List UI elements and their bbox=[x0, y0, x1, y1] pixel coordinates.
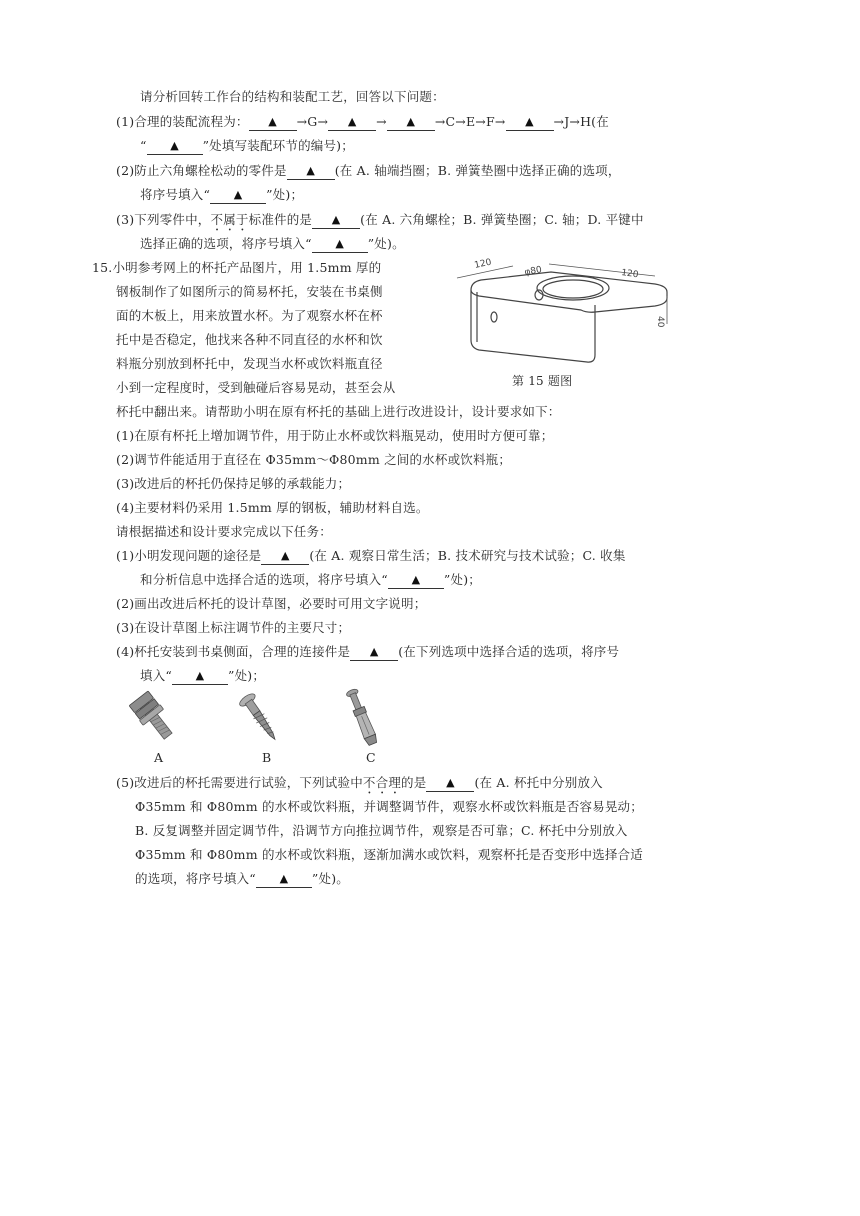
intro-text: 请分析回转工作台的结构和装配工艺，回答以下问题： bbox=[140, 89, 445, 104]
question-2-line-2: 将序号填入“ ▲ ”处)； bbox=[140, 187, 304, 202]
question-1-line-2: “ ▲ ”处填写装配环节的编号)； bbox=[140, 138, 354, 153]
option-b-label: B bbox=[262, 750, 272, 765]
question-number: 15. bbox=[92, 260, 113, 275]
task-4-line-1: (4)杯托安装到书桌侧面，合理的连接件是 ▲ (在下列选项中选择合适的选项，将序号 bbox=[116, 644, 620, 659]
task-5-line-5: 的选项，将序号填入“ ▲ ”处)。 bbox=[135, 871, 349, 886]
figure-caption: 第 15 题图 bbox=[512, 374, 573, 388]
task-5-line-1: (5)改进后的杯托需要进行试验，下列试验中不合理的是 ▲ (在 A. 杯托中分别放入 bbox=[116, 775, 603, 790]
option-c-label: C bbox=[366, 750, 376, 765]
task-5-line-3: B. 反复调整并固定调节件，沿调节方向推拉调节件，观察是否可靠；C. 杯托中分别放入 bbox=[135, 823, 628, 838]
question-3-line-2: 选择正确的选项，将序号填入“ ▲ ”处)。 bbox=[140, 236, 405, 251]
question-1-line-1: (1)合理的装配流程为： ▲ →G→ ▲ → ▲ →C→E→F→ ▲ →J→H(在 bbox=[116, 114, 609, 129]
dimension-width-label: 120 bbox=[473, 257, 493, 271]
question-15-line-5: 料瓶分别放到杯托中，发现当水杯或饮料瓶直径 bbox=[116, 356, 383, 371]
wood-screw-option-image bbox=[238, 690, 282, 746]
bolt-nut-option-image bbox=[128, 690, 184, 748]
question-15-line-6: 小到一定程度时，受到触碰后容易晃动，甚至会从 bbox=[116, 380, 396, 395]
task-5-line-4: Φ35mm 和 Φ80mm 的水杯或饮料瓶，逐渐加满水或饮料，观察杯托是否变形中选择合适 bbox=[135, 847, 643, 862]
answer-blank[interactable]: ▲ bbox=[210, 187, 266, 204]
question-15-line-1: 15.小明参考网上的杯托产品图片，用 1.5mm 厚的 bbox=[92, 260, 382, 275]
answer-blank[interactable]: ▲ bbox=[328, 114, 376, 131]
question-15-line-7: 杯托中翻出来。请帮助小明在原有杯托的基础上进行改进设计，设计要求如下： bbox=[116, 404, 561, 419]
answer-blank[interactable]: ▲ bbox=[312, 212, 360, 229]
answer-blank[interactable]: ▲ bbox=[256, 871, 312, 888]
question-15-line-2: 钢板制作了如图所示的简易杯托，安装在书桌侧 bbox=[116, 284, 383, 299]
task-3: (3)在设计草图上标注调节件的主要尺寸； bbox=[116, 620, 351, 635]
answer-blank[interactable]: ▲ bbox=[506, 114, 554, 131]
requirement-1: (1)在原有杯托上增加调节件，用于防止水杯或饮料瓶晃动，使用时方便可靠； bbox=[116, 428, 554, 443]
task-5-line-2: Φ35mm 和 Φ80mm 的水杯或饮料瓶，并调整调节件，观察水杯或饮料瓶是否容易晃动； bbox=[135, 799, 643, 814]
answer-blank[interactable]: ▲ bbox=[172, 668, 228, 685]
question-15-line-4: 托中是否稳定，他找来各种不同直径的水杯和饮 bbox=[116, 332, 383, 347]
dimension-hole-label: φ80 bbox=[523, 265, 543, 278]
answer-blank[interactable]: ▲ bbox=[249, 114, 297, 131]
answer-blank[interactable]: ▲ bbox=[388, 572, 444, 589]
requirement-2: (2)调节件能适用于直径在 Φ35mm～Φ80mm 之间的水杯或饮料瓶； bbox=[116, 452, 512, 467]
answer-blank[interactable]: ▲ bbox=[387, 114, 435, 131]
question-2-line-1: (2)防止六角螺栓松动的零件是 ▲ (在 A. 轴端挡圈；B. 弹簧垫圈中选择正确的选项， bbox=[116, 163, 621, 178]
answer-blank[interactable]: ▲ bbox=[287, 163, 335, 180]
task-1-line-1: (1)小明发现问题的途径是 ▲ (在 A. 观察日常生活；B. 技术研究与技术试验；C. 收集 bbox=[116, 548, 626, 563]
expansion-bolt-option-image bbox=[340, 686, 384, 748]
dimension-height-label: 40 bbox=[655, 316, 665, 328]
answer-blank[interactable]: ▲ bbox=[350, 644, 398, 661]
question-3-line-1: (3)下列零件中，不属于标准件的是 ▲ (在 A. 六角螺栓；B. 弹簧垫圈；C. 轴；D. 平键中 bbox=[116, 212, 644, 227]
task-1-line-2: 和分析信息中选择合适的选项，将序号填入“ ▲ ”处)； bbox=[140, 572, 481, 587]
requirement-4: (4)主要材料仍采用 1.5mm 厚的钢板，辅助材料自选。 bbox=[116, 500, 429, 515]
task-intro: 请根据描述和设计要求完成以下任务： bbox=[116, 524, 332, 539]
answer-blank[interactable]: ▲ bbox=[426, 775, 474, 792]
task-2: (2)画出改进后杯托的设计草图，必要时可用文字说明； bbox=[116, 596, 427, 611]
dimension-depth-label: 120 bbox=[620, 268, 639, 281]
answer-blank[interactable]: ▲ bbox=[147, 138, 203, 155]
requirement-3: (3)改进后的杯托仍保持足够的承载能力； bbox=[116, 476, 351, 491]
task-4-line-2: 填入“ ▲ ”处)； bbox=[140, 668, 266, 683]
question-15-line-3: 面的木板上，用来放置水杯。为了观察水杯在杯 bbox=[116, 308, 383, 323]
answer-blank[interactable]: ▲ bbox=[261, 548, 309, 565]
cup-holder-figure bbox=[455, 252, 677, 387]
option-a-label: A bbox=[154, 750, 164, 765]
answer-blank[interactable]: ▲ bbox=[312, 236, 368, 253]
